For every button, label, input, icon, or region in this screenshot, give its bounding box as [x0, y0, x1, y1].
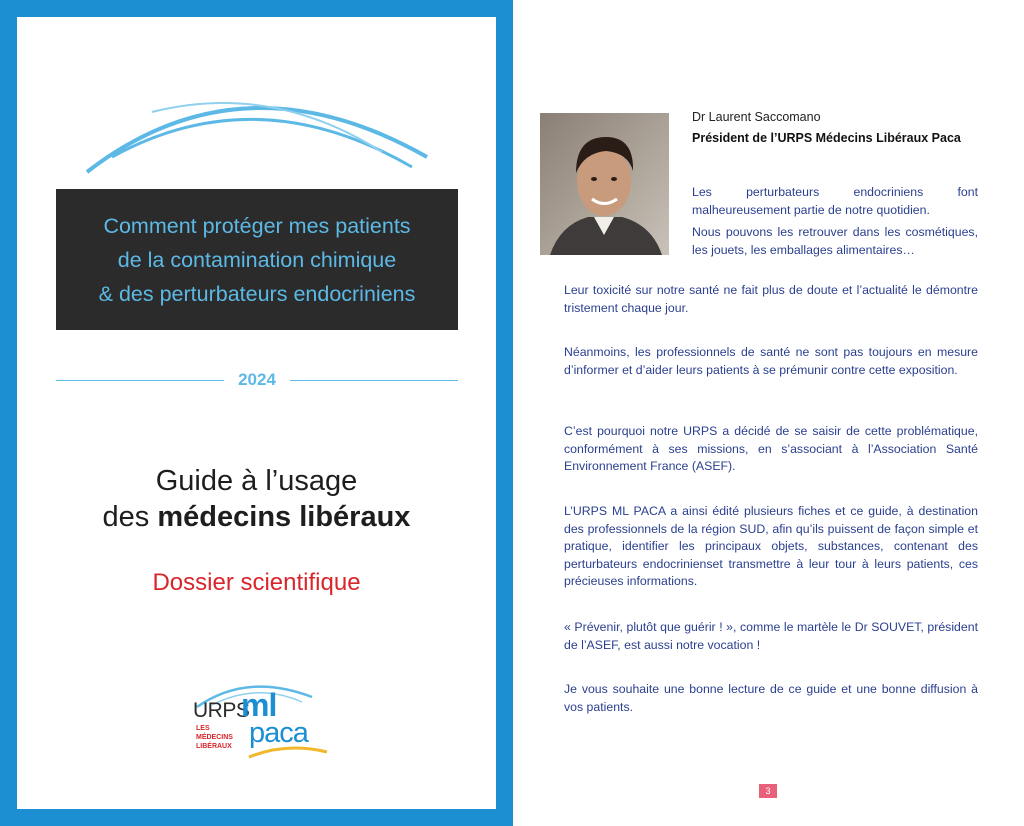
logo-urps-text: URPS	[193, 699, 250, 722]
page-number-badge: 3	[759, 784, 777, 798]
letter-paragraph: Les perturbateurs endocriniens font malheureusement partie de notre quotidien.	[692, 185, 978, 217]
cover-title-box	[56, 189, 458, 330]
guide-line-2-prefix: des	[102, 501, 158, 533]
author-role: Président de l’URPS Médecins Libéraux Paca	[692, 131, 961, 145]
logo-ml-text: ml	[241, 687, 277, 723]
logo-sub-line: LIBÉRAUX	[196, 743, 232, 750]
logo-sub-line: MÉDECINS	[196, 734, 233, 741]
letter-paragraph: Leur toxicité sur notre santé ne fait plus de doute et l’actualité le démontre tristement chaque jour.	[564, 283, 978, 315]
cover-inner	[17, 17, 496, 809]
dossier-subtitle: Dossier scientifique	[152, 569, 361, 596]
author-name: Dr Laurent Saccomano	[692, 110, 821, 124]
letter-paragraph: « Prévenir, plutôt que guérir ! », comme le martèle le Dr SOUVET, président de l’ASEF, est aussi notre vocation !	[564, 620, 978, 652]
letter-paragraph: C’est pourquoi notre URPS a décidé de se saisir de cette problématique, conformément à ses missions, en s’associant à l’Association Santé Environnement France (ASEF).	[564, 424, 978, 473]
year-label: 2024	[238, 370, 276, 389]
urps-logo	[187, 677, 337, 767]
guide-line-2-bold: médecins libéraux	[157, 501, 411, 533]
year-divider-left	[56, 380, 224, 381]
letter-paragraph: L’URPS ML PACA a ainsi édité plusieurs fiches et ce guide, à destination des professionnels de la région SUD, afin qu’ils puissent de façon simple et pratique, identifier les principaux objets, substances, contenant des perturbateurs endocrinienset transmettre à leur tour à leurs patients, ces précieuses informations.	[564, 504, 978, 588]
logo-subtitle	[196, 724, 256, 751]
year-row	[56, 368, 458, 392]
cover-title-line: de la contamination chimique	[117, 247, 397, 272]
logo-paca-text: paca	[249, 717, 308, 749]
guide-line-1: Guide à l’usage	[155, 465, 358, 497]
logo-sub-line: LES	[196, 725, 210, 732]
year-divider-right	[290, 380, 458, 381]
letter-paragraph: Nous pouvons les retrouver dans les cosmétiques, les jouets, les emballages alimentaires…	[692, 225, 978, 257]
letter-paragraph: Néanmoins, les professionnels de santé ne sont pas toujours en mesure d’informer et d’aider leurs patients à se prémunir contre cette exposition.	[564, 345, 978, 377]
guide-line-2	[17, 499, 496, 535]
cover-title-line: Comment protéger mes patients	[103, 213, 411, 238]
cover-title-line: & des perturbateurs endocriniens	[98, 281, 416, 306]
letter-paragraph: Je vous souhaite une bonne lecture de ce guide et une bonne diffusion à vos patients.	[564, 682, 978, 714]
author-portrait	[540, 113, 669, 255]
arcs-decoration	[82, 72, 432, 182]
guide-title	[17, 463, 496, 535]
portrait-image	[540, 113, 669, 255]
